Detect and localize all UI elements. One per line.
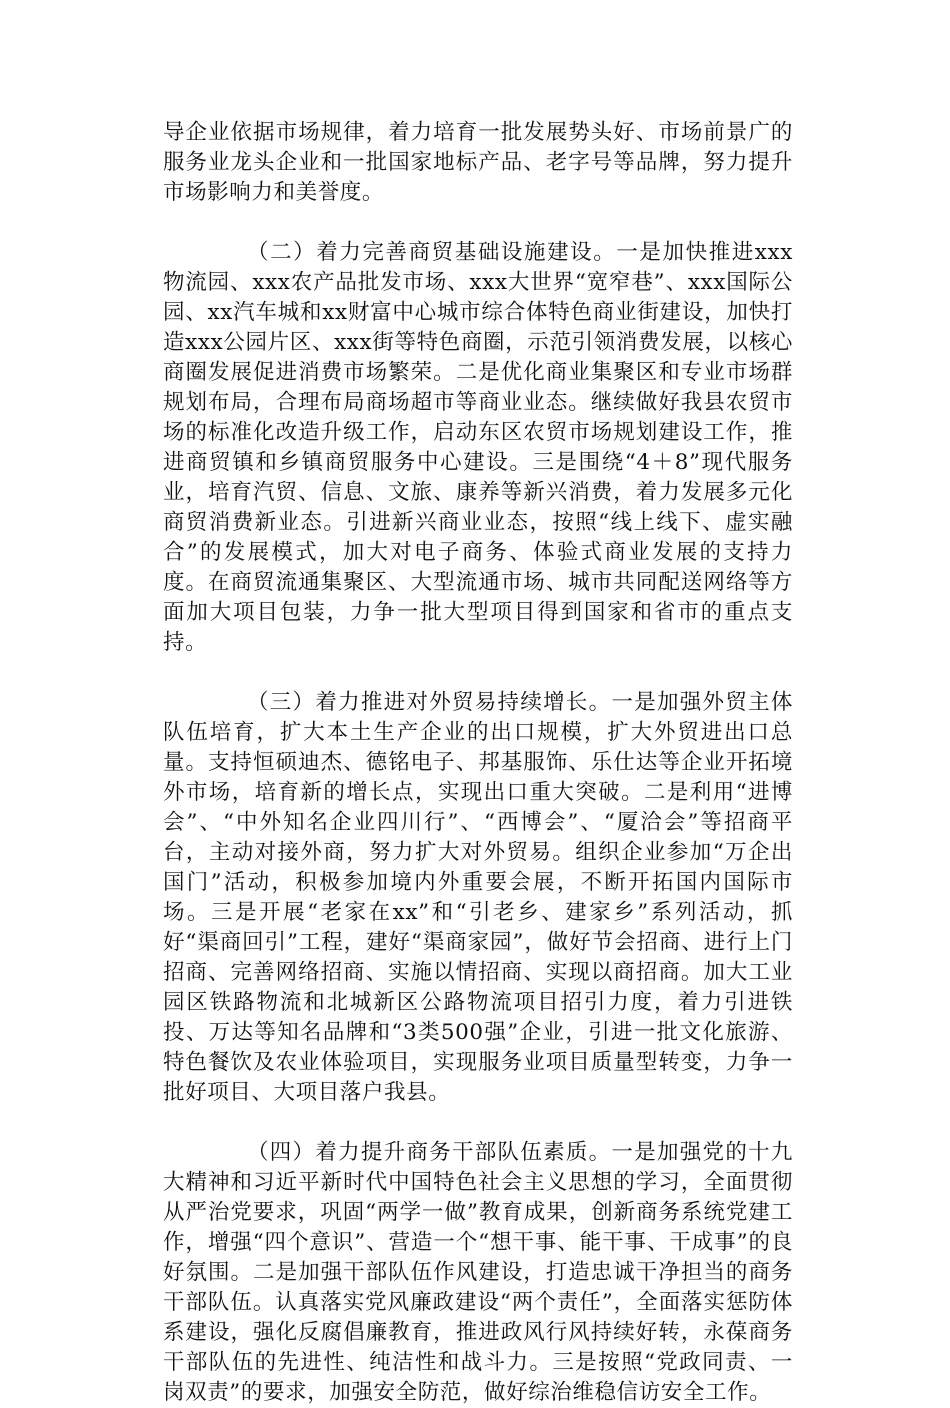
paragraph-section-3: （三）着力推进对外贸易持续增长。一是加强外贸主体队伍培育，扩大本土生产企业的出口规模，扩大外贸进出口总量。支持恒硕迪杰、德铭电子、邦基服饰、乐仕达等企业开拓境外市场，培育新的增长点，实现出口重大突破。二是利用“进博会”、“中外知名企业四川行”、“西博会”、“厦洽会”等招商平台，主动对接外商，努力扩大对外贸易。组织企业参加“万企出国门”活动，积极参加境内外重要会展，不断开拓国内国际市场。三是开展“老家在xx”和“引老乡、建家乡”系列活动，抓好“渠商回引”工程，建好“渠商家园”，做好节会招商、进行上门招商、完善网络招商、实施以情招商、实现以商招商。加大工业园区铁路物流和北城新区公路物流项目招引力度，着力引进铁投、万达等知名品牌和“3类500强”企业，引进一批文化旅游、特色餐饮及农业体验项目，实现服务业项目质量型转变，力争一批好项目、大项目落户我县。: [163, 690, 793, 1105]
paragraph-continued-intro: 导企业依据市场规律，着力培育一批发展势头好、市场前景广的服务业龙头企业和一批国家地标产品、老字号等品牌，努力提升市场影响力和美誉度。: [163, 120, 793, 205]
document-page: [163, 118, 793, 1408]
paragraph-section-4: （四）着力提升商务干部队伍素质。一是加强党的十九大精神和习近平新时代中国特色社会主义思想的学习，全面贯彻从严治党要求，巩固“两学一做”教育成果，创新商务系统党建工作，增强“四个意识”、营造一个“想干事、能干事、干成事”的良好氛围。二是加强干部队伍作风建设，打造忠诚干净担当的商务干部队伍。认真落实党风廉政建设“两个责任”，全面落实惩防体系建设，强化反腐倡廉教育，推进政风行风持续好转，永葆商务干部队伍的先进性、纯洁性和战斗力。三是按照“党政同责、一岗双责”的要求，加强安全防范，做好综治维稳信访安全工作。: [163, 1140, 793, 1405]
paragraph-gap: [163, 658, 793, 688]
paragraph-section-2: （二）着力完善商贸基础设施建设。一是加快推进xxx物流园、xxx农产品批发市场、xxx大世界“宽窄巷”、xxx国际公园、xx汽车城和xx财富中心城市综合体特色商业街建设，加快打造xxx公园片区、xxx街等特色商圈，示范引领消费发展，以核心商圈发展促进消费市场繁荣。二是优化商业集聚区和专业市场群规划布局，合理布局商场超市等商业业态。继续做好我县农贸市场的标准化改造升级工作，启动东区农贸市场规划建设工作，推进商贸镇和乡镇商贸服务中心建设。三是围绕“4＋8”现代服务业，培育汽贸、信息、文旅、康养等新兴消费，着力发展多元化商贸消费新业态。引进新兴商业业态，按照“线上线下、虚实融合”的发展模式，加大对电子商务、体验式商业发展的支持力度。在商贸流通集聚区、大型流通市场、城市共同配送网络等方面加大项目包装，力争一批大型项目得到国家和省市的重点支持。: [163, 240, 793, 655]
paragraph-gap: [163, 1108, 793, 1138]
paragraph-gap: [163, 208, 793, 238]
